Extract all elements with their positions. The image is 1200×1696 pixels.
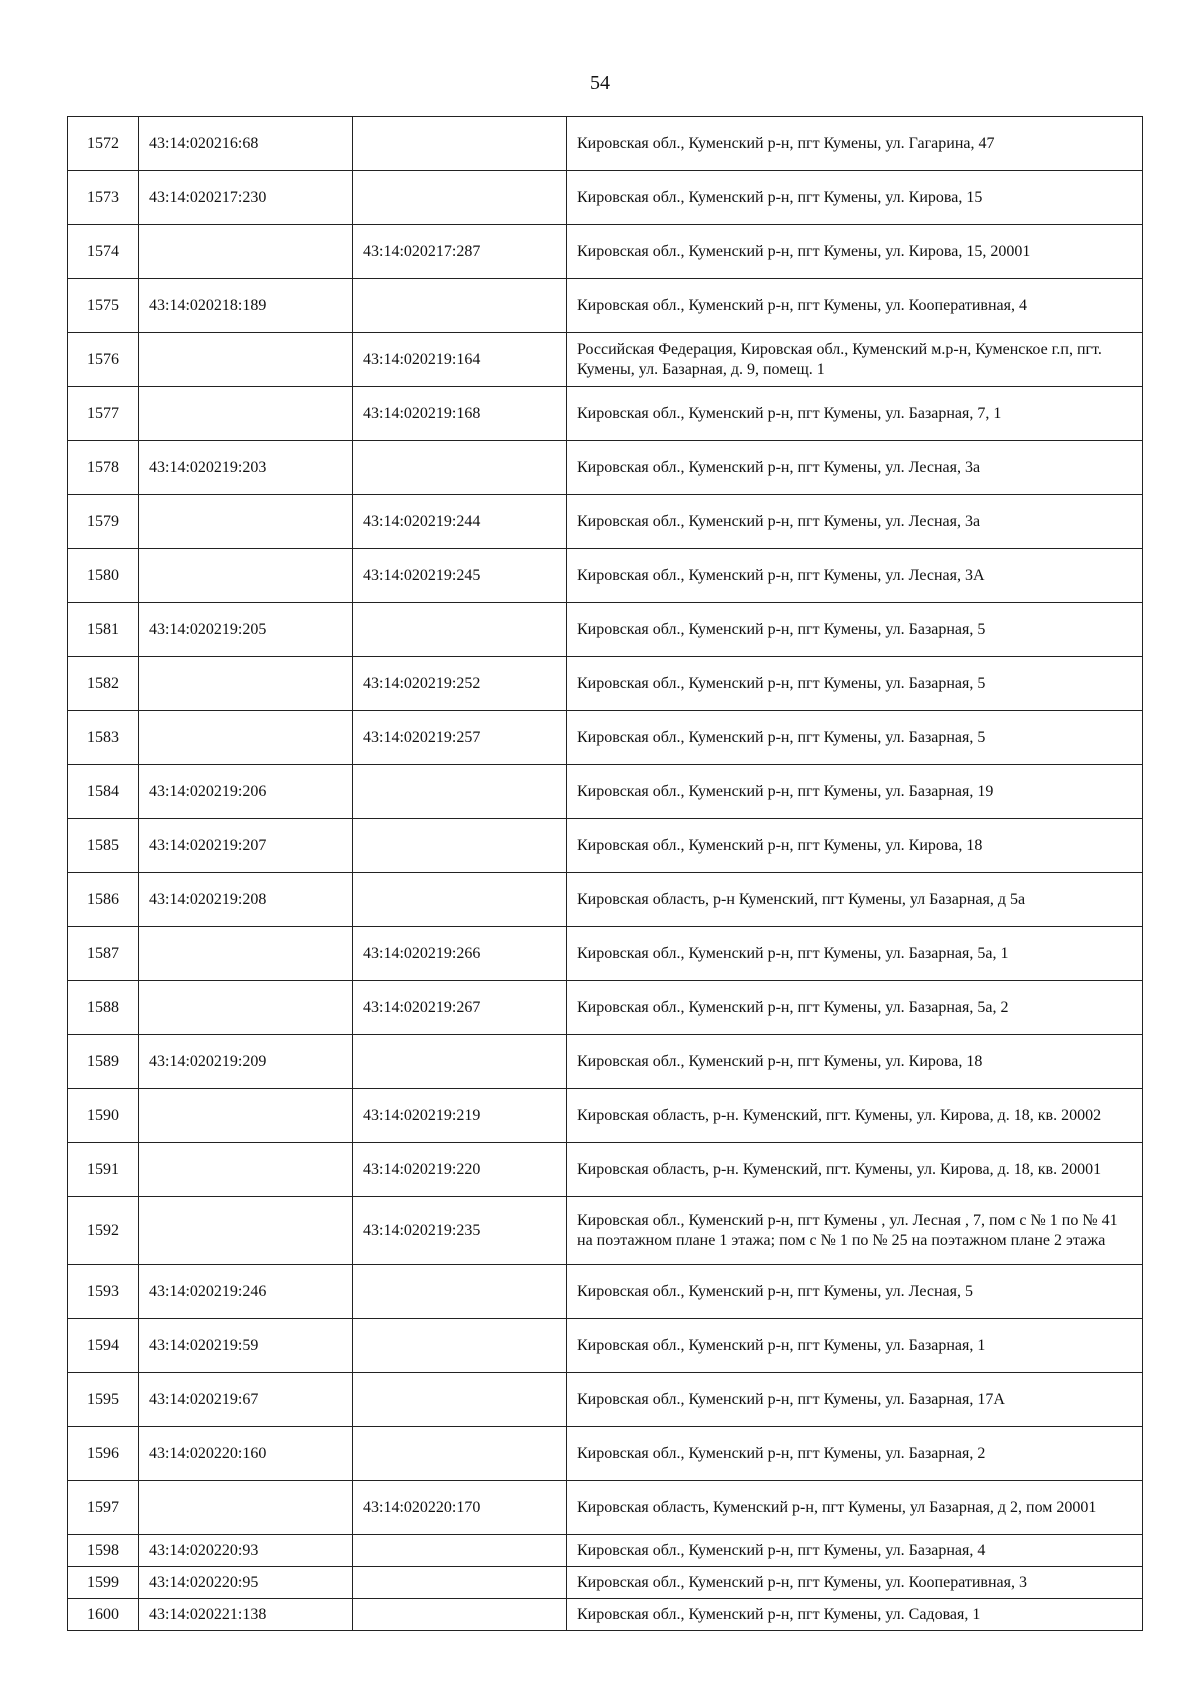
land-cadastral-number [139,549,353,603]
address: Кировская обл., Куменский р-н, пгт Кумены, ул. Кирова, 18 [567,1035,1143,1089]
address: Кировская обл., Куменский р-н, пгт Кумены, ул. Лесная, 3а [567,441,1143,495]
building-cadastral-number [353,1535,567,1567]
row-number: 1573 [68,171,139,225]
address: Кировская область, р-н. Куменский, пгт. Кумены, ул. Кирова, д. 18, кв. 20001 [567,1143,1143,1197]
address: Кировская обл., Куменский р-н, пгт Кумены, ул. Базарная, 5а, 1 [567,927,1143,981]
land-cadastral-number: 43:14:020217:230 [139,171,353,225]
table-row [68,873,1143,927]
land-cadastral-number [139,225,353,279]
table-row [68,657,1143,711]
land-cadastral-number [139,387,353,441]
address: Кировская область, р-н Куменский, пгт Кумены, ул Базарная, д 5а [567,873,1143,927]
page-number: 54 [590,72,610,94]
land-cadastral-number [139,1197,353,1265]
address: Кировская обл., Куменский р-н, пгт Кумены, ул. Базарная, 5 [567,603,1143,657]
building-cadastral-number [353,441,567,495]
building-cadastral-number: 43:14:020220:170 [353,1481,567,1535]
address: Кировская обл., Куменский р-н, пгт Кумены, ул. Лесная, 3А [567,549,1143,603]
land-cadastral-number: 43:14:020219:207 [139,819,353,873]
table-row [68,549,1143,603]
building-cadastral-number [353,117,567,171]
building-cadastral-number: 43:14:020219:267 [353,981,567,1035]
land-cadastral-number: 43:14:020220:160 [139,1427,353,1481]
building-cadastral-number: 43:14:020219:257 [353,711,567,765]
row-number: 1588 [68,981,139,1035]
address: Кировская обл., Куменский р-н, пгт Кумены, ул. Базарная, 17А [567,1373,1143,1427]
row-number: 1591 [68,1143,139,1197]
land-cadastral-number [139,981,353,1035]
land-cadastral-number [139,1481,353,1535]
land-cadastral-number [139,495,353,549]
building-cadastral-number [353,1567,567,1599]
land-cadastral-number: 43:14:020219:246 [139,1265,353,1319]
land-cadastral-number: 43:14:020219:205 [139,603,353,657]
property-registry-table [67,116,1143,1631]
table-row [68,765,1143,819]
land-cadastral-number [139,333,353,387]
row-number: 1597 [68,1481,139,1535]
address: Кировская обл., Куменский р-н, пгт Кумены, ул. Базарная, 5 [567,711,1143,765]
building-cadastral-number [353,171,567,225]
row-number: 1572 [68,117,139,171]
table-row [68,1143,1143,1197]
building-cadastral-number [353,279,567,333]
table-row [68,1599,1143,1631]
building-cadastral-number: 43:14:020219:245 [353,549,567,603]
row-number: 1594 [68,1319,139,1373]
land-cadastral-number: 43:14:020219:59 [139,1319,353,1373]
address: Кировская обл., Куменский р-н, пгт Кумены, ул. Базарная, 4 [567,1535,1143,1567]
table-row [68,1197,1143,1265]
table-row [68,927,1143,981]
address: Кировская обл., Куменский р-н, пгт Кумены, ул. Лесная, 5 [567,1265,1143,1319]
row-number: 1575 [68,279,139,333]
address: Кировская обл., Куменский р-н, пгт Кумены, ул. Кирова, 15, 20001 [567,225,1143,279]
row-number: 1576 [68,333,139,387]
address: Кировская обл., Куменский р-н, пгт Кумены, ул. Базарная, 2 [567,1427,1143,1481]
table-row [68,333,1143,387]
building-cadastral-number [353,1427,567,1481]
table-row [68,819,1143,873]
table-row [68,1319,1143,1373]
building-cadastral-number [353,765,567,819]
land-cadastral-number: 43:14:020216:68 [139,117,353,171]
building-cadastral-number [353,819,567,873]
table-row [68,981,1143,1035]
land-cadastral-number [139,1089,353,1143]
land-cadastral-number: 43:14:020220:93 [139,1535,353,1567]
building-cadastral-number [353,603,567,657]
table-row [68,1035,1143,1089]
address: Кировская обл., Куменский р-н, пгт Кумены, ул. Садовая, 1 [567,1599,1143,1631]
table-row [68,1567,1143,1599]
row-number: 1581 [68,603,139,657]
row-number: 1595 [68,1373,139,1427]
address: Российская Федерация, Кировская обл., Куменский м.р-н, Куменское г.п, пгт. Кумены, ул. Базарная, д. 9, помещ. 1 [567,333,1143,387]
address: Кировская область, Куменский р-н, пгт Кумены, ул Базарная, д 2, пом 20001 [567,1481,1143,1535]
building-cadastral-number: 43:14:020217:287 [353,225,567,279]
table-row [68,1373,1143,1427]
land-cadastral-number: 43:14:020220:95 [139,1567,353,1599]
address: Кировская обл., Куменский р-н, пгт Кумены, ул. Кооперативная, 4 [567,279,1143,333]
table-row [68,711,1143,765]
address: Кировская обл., Куменский р-н, пгт Кумены, ул. Гагарина, 47 [567,117,1143,171]
table-row [68,1089,1143,1143]
land-cadastral-number [139,711,353,765]
row-number: 1590 [68,1089,139,1143]
address: Кировская обл., Куменский р-н, пгт Кумены, ул. Лесная, 3а [567,495,1143,549]
land-cadastral-number [139,1143,353,1197]
address: Кировская обл., Куменский р-н, пгт Кумены, ул. Базарная, 19 [567,765,1143,819]
row-number: 1582 [68,657,139,711]
row-number: 1579 [68,495,139,549]
row-number: 1589 [68,1035,139,1089]
row-number: 1584 [68,765,139,819]
address: Кировская область, р-н. Куменский, пгт. Кумены, ул. Кирова, д. 18, кв. 20002 [567,1089,1143,1143]
table-row [68,117,1143,171]
table-row [68,603,1143,657]
building-cadastral-number: 43:14:020219:219 [353,1089,567,1143]
building-cadastral-number: 43:14:020219:252 [353,657,567,711]
building-cadastral-number: 43:14:020219:235 [353,1197,567,1265]
building-cadastral-number: 43:14:020219:168 [353,387,567,441]
building-cadastral-number [353,1599,567,1631]
table-row [68,171,1143,225]
address: Кировская обл., Куменский р-н, пгт Кумены, ул. Кооперативная, 3 [567,1567,1143,1599]
row-number: 1585 [68,819,139,873]
row-number: 1598 [68,1535,139,1567]
land-cadastral-number: 43:14:020218:189 [139,279,353,333]
row-number: 1593 [68,1265,139,1319]
table-row [68,1535,1143,1567]
building-cadastral-number [353,1319,567,1373]
row-number: 1580 [68,549,139,603]
row-number: 1592 [68,1197,139,1265]
land-cadastral-number: 43:14:020221:138 [139,1599,353,1631]
address: Кировская обл., Куменский р-н, пгт Кумены, ул. Кирова, 18 [567,819,1143,873]
address: Кировская обл., Куменский р-н, пгт Кумены, ул. Базарная, 1 [567,1319,1143,1373]
row-number: 1587 [68,927,139,981]
land-cadastral-number: 43:14:020219:209 [139,1035,353,1089]
address: Кировская обл., Куменский р-н, пгт Кумены, ул. Базарная, 5а, 2 [567,981,1143,1035]
table-row [68,225,1143,279]
land-cadastral-number [139,657,353,711]
land-cadastral-number: 43:14:020219:203 [139,441,353,495]
table-row [68,1481,1143,1535]
address: Кировская обл., Куменский р-н, пгт Кумены , ул. Лесная , 7, пом с № 1 по № 41 на поэтажном плане 1 этажа; пом с № 1 по № 25 на поэтажном плане 2 этажа [567,1197,1143,1265]
table-row [68,387,1143,441]
table-row [68,441,1143,495]
building-cadastral-number [353,873,567,927]
land-cadastral-number: 43:14:020219:67 [139,1373,353,1427]
table-row [68,1265,1143,1319]
land-cadastral-number: 43:14:020219:208 [139,873,353,927]
building-cadastral-number [353,1035,567,1089]
row-number: 1578 [68,441,139,495]
building-cadastral-number [353,1373,567,1427]
building-cadastral-number: 43:14:020219:164 [353,333,567,387]
address: Кировская обл., Куменский р-н, пгт Кумены, ул. Базарная, 5 [567,657,1143,711]
building-cadastral-number: 43:14:020219:244 [353,495,567,549]
building-cadastral-number: 43:14:020219:220 [353,1143,567,1197]
building-cadastral-number: 43:14:020219:266 [353,927,567,981]
address: Кировская обл., Куменский р-н, пгт Кумены, ул. Кирова, 15 [567,171,1143,225]
row-number: 1577 [68,387,139,441]
land-cadastral-number: 43:14:020219:206 [139,765,353,819]
row-number: 1574 [68,225,139,279]
land-cadastral-number [139,927,353,981]
row-number: 1599 [68,1567,139,1599]
table-row [68,495,1143,549]
table-body [68,117,1143,1631]
row-number: 1596 [68,1427,139,1481]
row-number: 1600 [68,1599,139,1631]
row-number: 1586 [68,873,139,927]
table-row [68,279,1143,333]
building-cadastral-number [353,1265,567,1319]
table-row [68,1427,1143,1481]
address: Кировская обл., Куменский р-н, пгт Кумены, ул. Базарная, 7, 1 [567,387,1143,441]
row-number: 1583 [68,711,139,765]
